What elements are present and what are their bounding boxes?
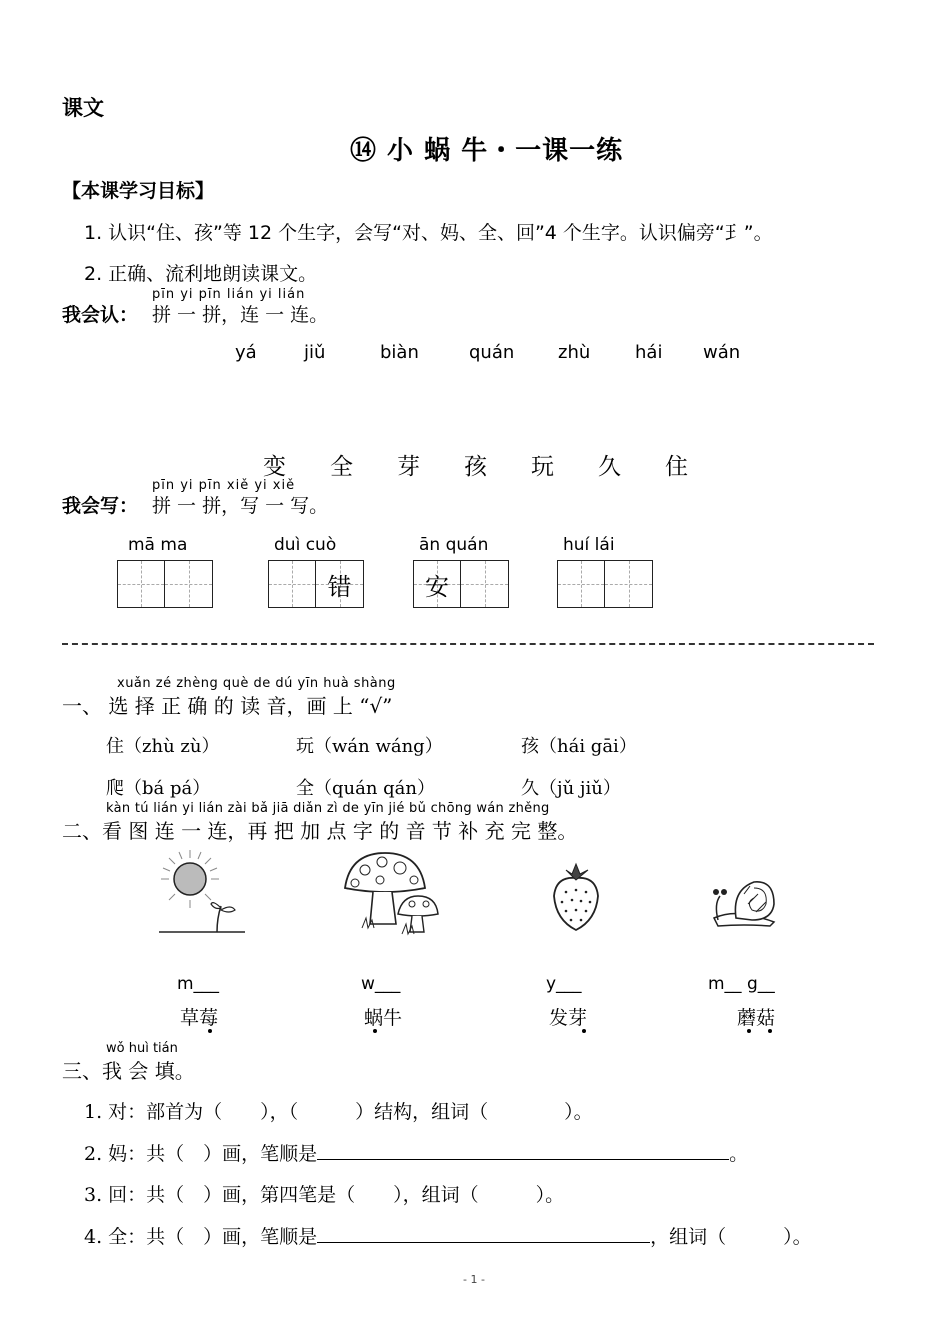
emphasis-dot	[373, 1029, 377, 1033]
emphasis-dot	[768, 1029, 772, 1033]
fill-question-2[interactable]: 2. 妈：共（ ）画，笔顺是 。	[84, 1143, 749, 1165]
emphasis-dot	[582, 1029, 586, 1033]
pinyin-item[interactable]: zhù	[558, 342, 591, 363]
pinyin-item[interactable]: hái	[635, 342, 663, 363]
char-item[interactable]: 久	[598, 454, 621, 480]
writing-cell[interactable]	[118, 561, 165, 607]
choice-option[interactable]: 全（quán qán）	[296, 778, 436, 799]
section-label: 课文	[62, 96, 104, 120]
section3-title: 三、我 会 填。	[62, 1059, 195, 1083]
strawberry-picture[interactable]	[548, 848, 604, 940]
answer-line[interactable]	[317, 1141, 729, 1160]
fill-question-4[interactable]: 4. 全：共（ ）画，笔顺是 ，组词（ ）。	[84, 1226, 812, 1248]
section-divider	[62, 643, 874, 645]
word-label: 草莓	[180, 1007, 219, 1029]
answer-line[interactable]	[317, 1224, 650, 1243]
char-item[interactable]: 变	[263, 454, 286, 480]
page-number: - 1 -	[463, 1273, 485, 1286]
write-pinyin: pīn yi pīn xiě yi xiě	[152, 478, 296, 493]
char-item[interactable]: 全	[330, 454, 353, 480]
write-group-pinyin: ān quán	[419, 535, 489, 555]
section2-title: 二、看 图 连 一 连，再 把 加 点 字 的 音 节 补 充 完 整。	[62, 819, 578, 843]
word-label: 发芽	[549, 1007, 588, 1029]
word-label: 蜗牛	[364, 1007, 403, 1029]
writing-grid[interactable]	[117, 560, 213, 608]
goal-item-1: 1. 认识“住、孩”等 12 个生字，会写“对、妈、全、回”4 个生字。认识偏旁“⺩”。	[84, 222, 773, 244]
sun-sprout-picture[interactable]	[155, 848, 250, 940]
mushrooms-picture[interactable]	[340, 848, 450, 940]
write-instruction: 拼 一 拼，写 一 写。	[152, 495, 329, 517]
pinyin-item[interactable]: jiǔ	[304, 342, 326, 363]
snail-picture[interactable]	[708, 848, 780, 940]
choice-option[interactable]: 孩（hái gāi）	[521, 736, 637, 757]
write-group-pinyin: huí lái	[563, 535, 615, 555]
writing-cell[interactable]: 安	[414, 561, 461, 607]
writing-cell[interactable]	[165, 561, 212, 607]
fill-question-1[interactable]: 1. 对：部首为（ ），（ ）结构，组词（ ）。	[84, 1101, 593, 1123]
fill-question-3[interactable]: 3. 回：共（ ）画，第四笔是（ ），组词（ ）。	[84, 1184, 565, 1206]
writing-grid[interactable]	[268, 560, 364, 608]
emphasis-dot	[747, 1029, 751, 1033]
goals-heading: 【本课学习目标】	[62, 180, 215, 202]
pinyin-item[interactable]: quán	[469, 342, 515, 363]
recognize-instruction: 拼 一 拼，连 一 连。	[152, 304, 329, 326]
word-label: 蘑菇	[737, 1007, 776, 1029]
writing-cell[interactable]: 错	[316, 561, 363, 607]
writing-grid[interactable]	[557, 560, 653, 608]
choice-option[interactable]: 住（zhù zù）	[106, 736, 220, 757]
syllable-blank[interactable]: m__ g__	[708, 974, 775, 994]
syllable-blank[interactable]: w___	[361, 974, 401, 994]
syllable-blank[interactable]: m___	[177, 974, 220, 994]
pinyin-item[interactable]: biàn	[380, 342, 419, 363]
char-item[interactable]: 孩	[464, 454, 487, 480]
char-item[interactable]: 玩	[531, 454, 554, 480]
goal-item-2: 2. 正确、流利地朗读课文。	[84, 263, 318, 285]
writing-cell[interactable]	[605, 561, 652, 607]
char-item[interactable]: 芽	[397, 454, 420, 480]
writing-grid[interactable]	[413, 560, 509, 608]
choice-option[interactable]: 爬（bá pá）	[106, 778, 211, 799]
section3-pinyin: wǒ huì tián	[106, 1041, 178, 1056]
choice-option[interactable]: 久（jǔ jiǔ）	[521, 778, 621, 799]
writing-cell[interactable]	[461, 561, 508, 607]
emphasis-dot	[208, 1029, 212, 1033]
section1-title: 一、 选 择 正 确 的 读 音，画 上 “√”	[62, 694, 393, 718]
section1-pinyin: xuǎn zé zhèng què de dú yīn huà shàng	[117, 676, 396, 691]
writing-cell[interactable]	[269, 561, 316, 607]
write-label: 我会写：	[62, 495, 139, 517]
choice-option[interactable]: 玩（wán wáng）	[296, 736, 443, 757]
section2-pinyin: kàn tú lián yi lián zài bǎ jiā diǎn zì de yīn jié bǔ chōng wán zhěng	[106, 801, 550, 816]
syllable-blank[interactable]: y___	[546, 974, 582, 994]
writing-cell[interactable]	[558, 561, 605, 607]
recognize-label: 我会认：	[62, 304, 139, 326]
char-item[interactable]: 住	[665, 454, 688, 480]
write-group-pinyin: mā ma	[128, 535, 188, 555]
pinyin-item[interactable]: wán	[703, 342, 741, 363]
write-group-pinyin: duì cuò	[274, 535, 337, 555]
page-title: ⑭ 小 蜗 牛・一课一练	[350, 136, 624, 166]
pinyin-item[interactable]: yá	[235, 342, 257, 363]
recognize-pinyin: pīn yi pīn lián yi lián	[152, 287, 306, 302]
